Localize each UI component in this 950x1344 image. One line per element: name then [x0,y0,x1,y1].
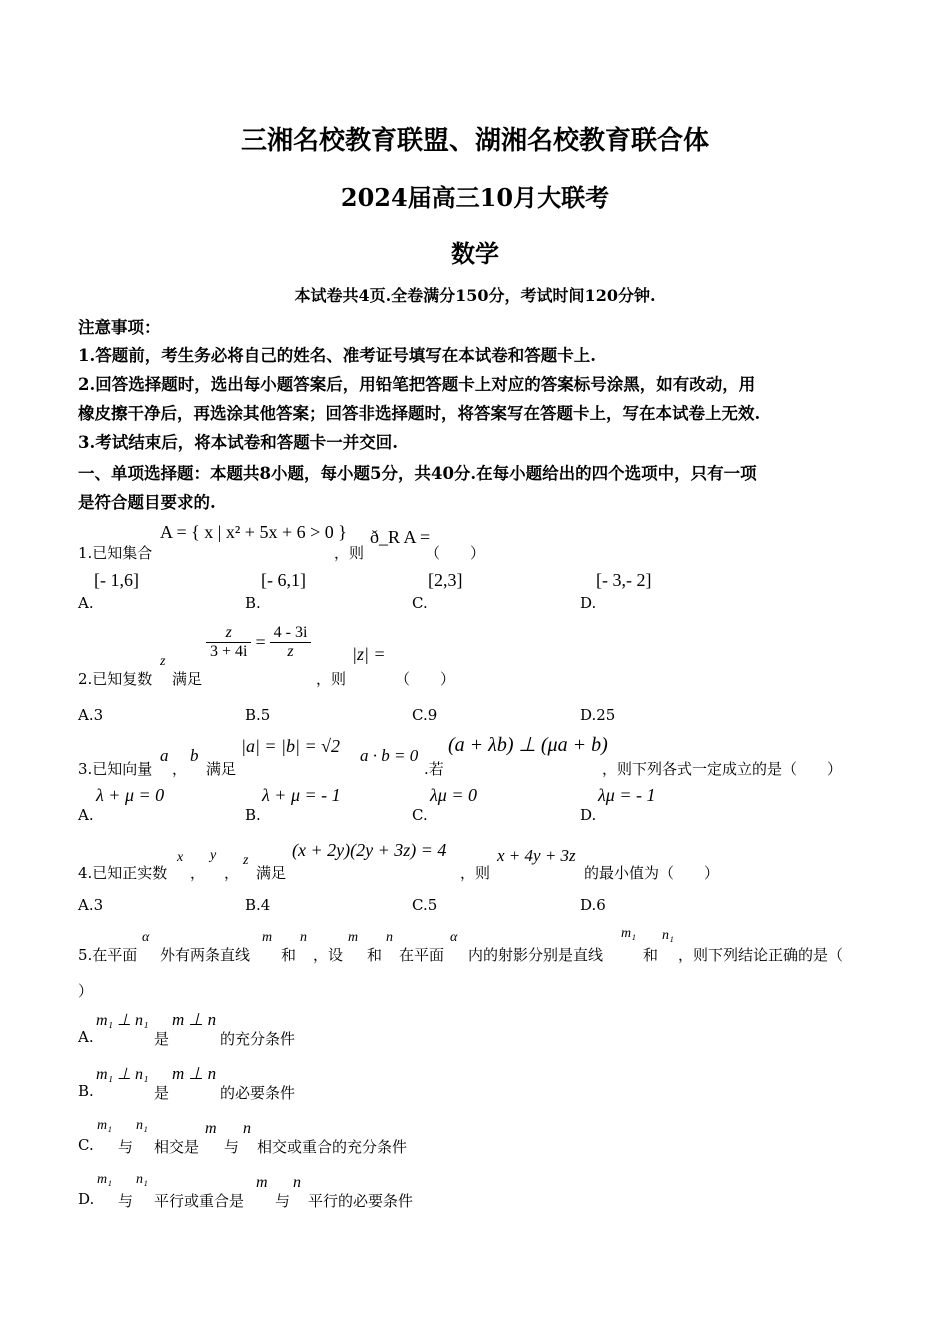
q5-option-d-tail: 平行的必要条件 [308,1192,414,1210]
q5-option-d-label: D. [78,1190,95,1208]
q3-option-b-label: B. [245,806,261,824]
exam-info: 本试卷共4页.全卷满分150分，考试时间120分钟. [294,286,656,305]
q4-prefix: 4.已知正实数 [78,864,168,882]
q5-option-c-label: C. [78,1136,94,1154]
q5-n-2: n [386,930,393,945]
q4-option-b: B.4 [245,896,271,914]
q4-sep-2: ， [224,864,240,882]
q5-option-c-m1: m₁ [97,1118,112,1133]
q4-var-x: x [177,850,184,865]
q5-option-c-n: n [243,1120,251,1137]
q2-frac-right-num: 4 - 3i [270,624,312,643]
q2-frac-left-den: 3 + 4i [210,643,248,660]
q1-option-b: [- 6,1] [261,570,306,590]
exam-title-event: 2024届高三10月大联考 [340,183,610,212]
q3-satisfy: 满足 [206,760,237,778]
q4-tail: 的最小值为（ ） [584,864,720,882]
q5-option-d-with: 与 [118,1192,134,1210]
q1-option-d-label: D. [580,594,597,612]
notes-item-3: 3.考试结束后，将本试卷和答题卡一并交回. [78,433,398,452]
q5-option-c-mid: 相交是 [154,1138,200,1156]
q2-abs-expr: |z| = [352,644,386,664]
q1-answer-paren: （ ） [425,544,486,562]
q4-option-d: D.6 [580,896,606,914]
q1-option-a: [- 1,6] [94,570,139,590]
q5-alpha-1: α [142,930,150,945]
q4-satisfy: 满足 [256,864,287,882]
section-heading-line-1: 一、单项选择题：本题共8小题，每小题5分，共40分.在每小题给出的四个选项中，只有一项 [78,464,757,483]
q3-cond-magnitude: |a| = |b| = √2 [241,736,340,756]
notes-item-1: 1.答题前，考生务必将自己的姓名、准考证号填写在本试卷和答题卡上. [78,346,596,365]
q5-text-3: ，设 [313,946,344,964]
q5-option-d-mid: 平行或重合是 [154,1192,245,1210]
q3-option-a-label: A. [78,806,94,824]
q1-option-c: [2,3] [428,570,463,590]
q5-text-6: ，则下列结论正确的是（ [678,946,844,964]
q2-prefix: 2.已知复数 [78,670,153,688]
q5-text-2: 外有两条直线 [160,946,251,964]
q5-text-5: 内的射影分别是直线 [468,946,604,964]
q3-option-d-label: D. [580,806,597,824]
q5-m1: m₁ [621,926,636,941]
q3-vector-b: b [190,746,199,765]
section-heading-line-2: 是符合题目要求的. [78,493,216,512]
q5-option-c-with2: 与 [224,1138,240,1156]
q5-option-c-tail: 相交或重合的充分条件 [257,1138,408,1156]
exam-subject: 数学 [451,239,499,268]
q5-and-1: 和 [281,946,297,964]
q5-option-c-with: 与 [118,1138,134,1156]
q3-comma: ， [172,760,188,778]
q2-satisfy: 满足 [172,670,203,688]
q5-option-a-label: A. [78,1028,94,1046]
q2-option-b: B.5 [245,706,271,724]
q5-m-2: m [348,930,359,945]
q3-cond-perp: (a + λb) ⊥ (μa + b) [448,734,608,756]
q3-tail: ，则下列各式一定成立的是（ ） [602,760,843,778]
q5-option-b-expr: m₁ ⊥ n₁ [96,1066,149,1083]
q1-option-d: [- 3,- 2] [596,570,652,590]
q3-vector-a: a [160,746,169,765]
q5-n1: n₁ [662,928,674,943]
q2-fraction-right [270,624,312,661]
q5-option-b-is: 是 [154,1084,170,1102]
q1-set-expr: A = { x | x² + 5x + 6 > 0 } [160,522,347,542]
q2-then: ，则 [316,670,347,688]
q3-prefix: 3.已知向量 [78,760,153,778]
q5-and-3: 和 [643,946,659,964]
q4-var-y: y [210,848,217,863]
q5-option-d-with2: 与 [275,1192,291,1210]
q5-text-1: 5.在平面 [78,946,138,964]
q1-option-b-label: B. [245,594,261,612]
q4-option-c: C.5 [412,896,438,914]
q2-answer-paren: （ ） [395,670,456,688]
q5-option-b-expr2: m ⊥ n [172,1064,217,1083]
q5-option-a-tail: 的充分条件 [220,1030,296,1048]
q5-option-a-is: 是 [154,1030,170,1048]
q2-equation [206,624,311,661]
notes-item-2-line-2: 橡皮擦干净后，再选涂其他答案；回答非选择题时，将答案写在答题卡上，写在本试卷上无效. [78,404,761,423]
q3-option-b: λ + μ = - 1 [262,785,341,805]
q4-option-a: A.3 [78,896,104,914]
q5-text-4: 在平面 [399,946,445,964]
q1-option-a-label: A. [78,594,94,612]
q2-option-d: D.25 [580,706,616,724]
q3-if: .若 [424,760,444,778]
q5-option-d-m: m [256,1174,268,1191]
q2-var-z: z [160,654,166,669]
q4-var-z: z [243,853,249,868]
q4-objective: x + 4y + 3z [497,846,576,865]
q4-condition: (x + 2y)(2y + 3z) = 4 [292,840,447,860]
notes-item-2-line-1: 2.回答选择题时，选出每小题答案后，用铅笔把答题卡上对应的答案标号涂黑，如有改动，用 [78,375,756,394]
q5-option-c-m: m [205,1120,217,1137]
q3-option-a: λ + μ = 0 [96,785,165,805]
q5-option-d-n1: n₁ [136,1172,148,1187]
q5-option-a-expr2: m ⊥ n [172,1010,217,1029]
q5-and-2: 和 [367,946,383,964]
q1-option-c-label: C. [412,594,428,612]
exam-title-alliance: 三湘名校教育联盟、湖湘名校教育联合体 [240,126,709,156]
q2-fraction-left [206,624,251,661]
q1-then: ，则 [334,544,365,562]
q2-equals: = [255,632,266,652]
q4-then: ，则 [460,864,491,882]
q5-alpha-2: α [450,930,458,945]
q3-cond-dot: a · b = 0 [360,746,419,765]
q1-prefix: 1.已知集合 [78,544,153,562]
q5-option-c-n1: n₁ [136,1118,148,1133]
q2-frac-right-den: z [287,643,294,660]
q5-option-b-label: B. [78,1082,94,1100]
q5-close-paren: ） [78,982,94,1000]
q4-sep-1: ， [190,864,206,882]
q3-option-c: λμ = 0 [430,785,477,805]
q5-option-a-expr: m₁ ⊥ n₁ [96,1012,149,1029]
q2-option-c: C.9 [412,706,438,724]
q5-m-1: m [262,930,273,945]
q3-option-c-label: C. [412,806,428,824]
q2-frac-left-num: z [206,624,251,643]
q1-complement-expr: ð_R A = [370,527,431,547]
q3-option-d: λμ = - 1 [598,785,656,805]
q2-option-a: A.3 [78,706,104,724]
q5-n-1: n [300,930,307,945]
q5-option-b-tail: 的必要条件 [220,1084,296,1102]
notes-heading: 注意事项： [78,318,161,337]
q5-option-d-n: n [293,1174,301,1191]
q5-option-d-m1: m₁ [97,1172,112,1187]
